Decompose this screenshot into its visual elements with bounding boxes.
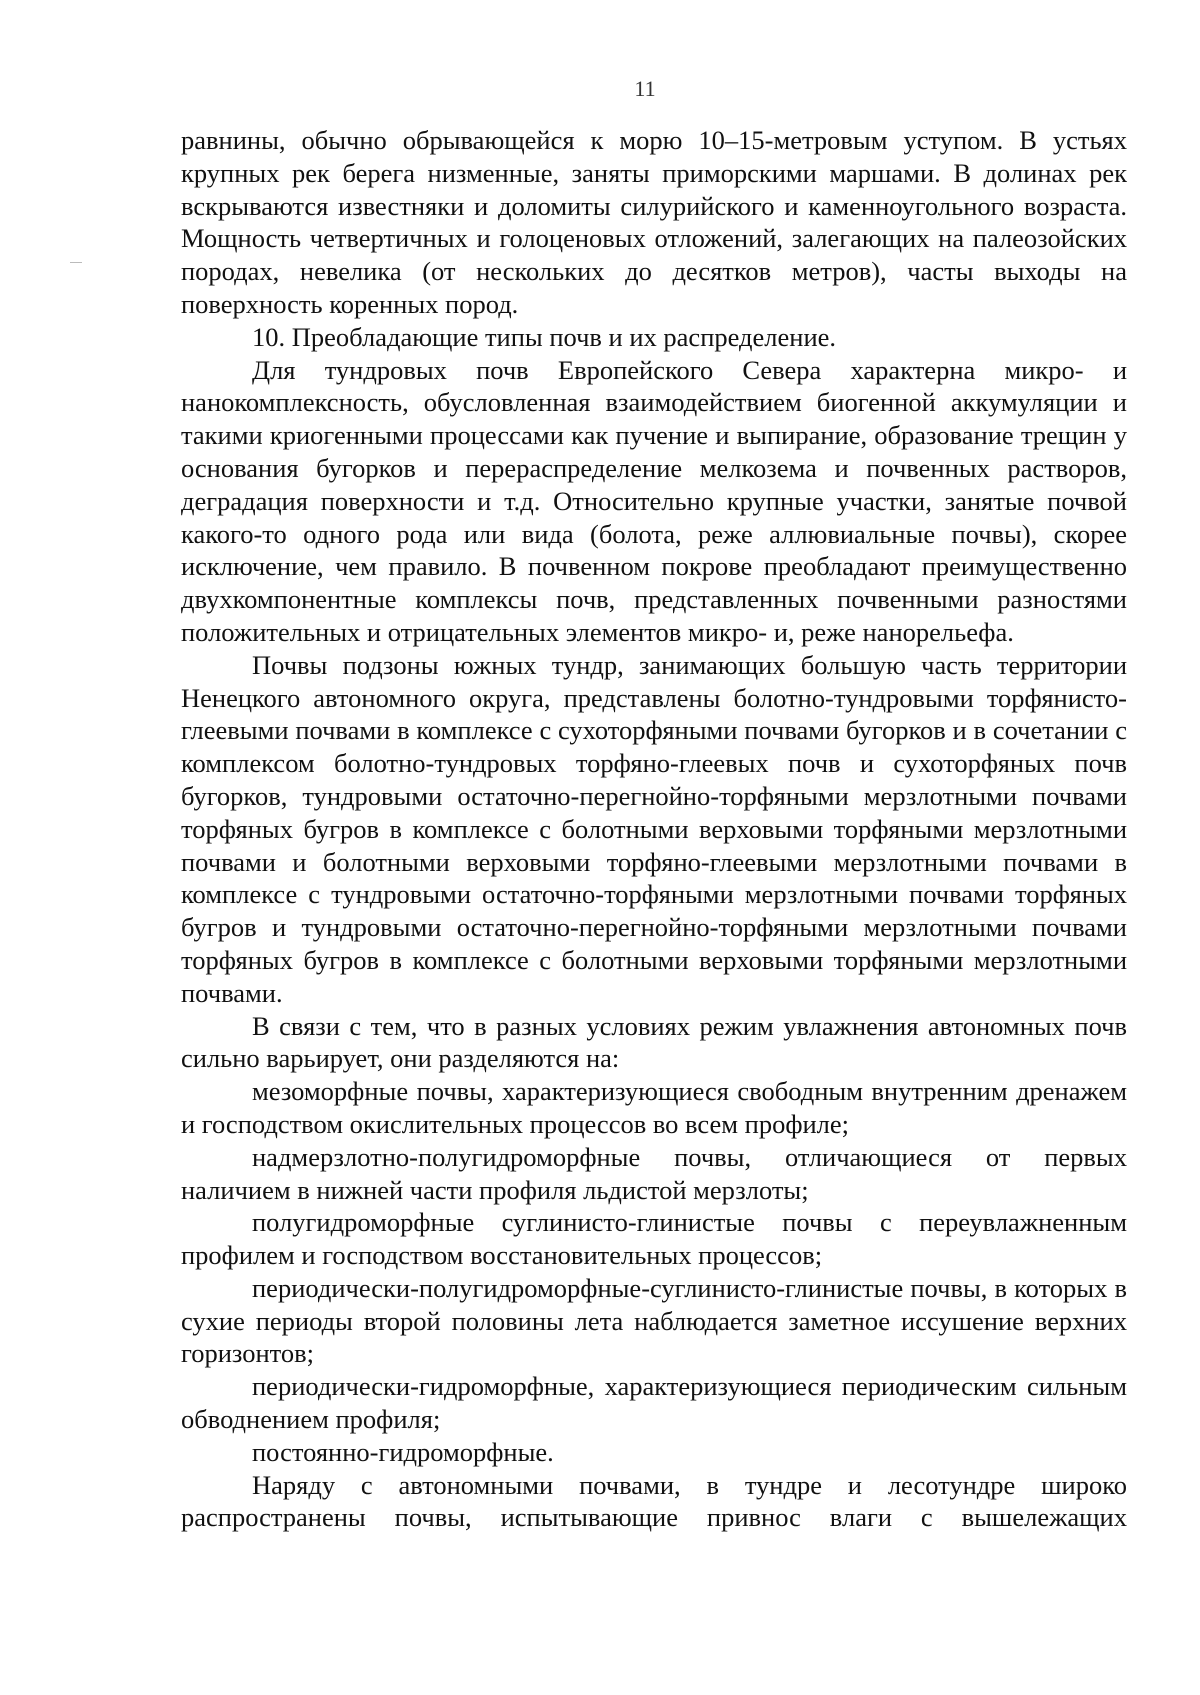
list-item-semihydromorphic: полугидроморфные суглинисто-глинистые почвы с переувлажненным профилем и господством восстановительных процессов;: [181, 1207, 1127, 1271]
list-item-mesomorphic: мезоморфные почвы, характеризующиеся свободным внутренним дренажем и господством окислительных процессов во всем профиле;: [181, 1076, 1127, 1139]
paragraph-relief-description: равнины, обычно обрывающейся к морю 10–15-метровым уступом. В устьях крупных рек берега низменные, заняты приморскими маршами. В долинах рек вскрываются известняки и доломиты силурийского и каменноугольного возраста. Мощность четвертичных и голоценовых отложений, залегающих на палеозойских породах, невелика (от нескольких до десятков метров), часты выходы на поверхность коренных пород.: [181, 125, 1127, 319]
paragraph-autonomous-soils: Наряду с автономными почвами, в тундре и лесотундре широко распространены почвы, испытывающие привнос влаги с вышележащих: [181, 1469, 1127, 1533]
page-number: 11: [634, 76, 656, 101]
list-item-permanent-hydromorphic: постоянно-гидроморфные.: [252, 1436, 554, 1467]
list-item-periodic-hydromorphic: периодически-гидроморфные, характеризующиеся периодическим сильным обводнением профиля;: [181, 1371, 1127, 1435]
paragraph-tundra-soils: Для тундровых почв Европейского Севера характерна микро- и нанокомплексность, обусловленная взаимодействием биогенной аккумуляции и такими криогенными процессами как пучение и выпирание, образование трещин у основания бугорков и перераспределение мелкозема и почвенных растворов, деградация поверхности и т.д. Относительно крупные участки, занятые почвой какого-то одного рода или вида (болота, реже аллювиальные почвы), скорее исключение, чем правило. В почвенном покрове преобладают преимущественно двухкомпонентные комплексы почв, представленных почвенными разностями положительных и отрицательных элементов микро- и, реже нанорельефа.: [181, 354, 1127, 647]
list-item-suprapermafrost: надмерзлотно-полугидроморфные почвы, отличающиеся от первых наличием в нижней части профиля льдистой мерзлоты;: [181, 1141, 1127, 1205]
list-item-periodic-semihydromorphic: периодически-полугидроморфные-суглинисто-глинистые почвы, в которых в сухие периоды второй половины лета наблюдается заметное иссушение верхних горизонтов;: [181, 1272, 1127, 1369]
section-heading-soil-types: 10. Преобладающие типы почв и их распределение.: [252, 321, 837, 352]
paragraph-moisture-regime: В связи с тем, что в разных условиях режим увлажнения автономных почв сильно варьирует, они разделяются на:: [181, 1010, 1127, 1074]
document-body: [181, 124, 1127, 1534]
margin-mark: [70, 262, 82, 263]
paragraph-southern-tundra-soils: Почвы подзоны южных тундр, занимающих большую часть территории Ненецкого автономного округа, представлены болотно-тундровыми торфянисто-глеевыми почвами в комплексе с сухоторфяными почвами бугорков и в сочетании с комплексом болотно-тундровых торфяно-глеевых почв и сухоторфяных почв бугорков, тундровыми остаточно-перегнойно-торфяными мерзлотными почвами торфяных бугров в комплексе с болотными верховыми торфяными мерзлотными почвами и болотными верховыми торфяно-глеевыми мерзлотными почвами в комплексе с тундровыми остаточно-торфяными мерзлотными почвами торфяных бугров и тундровыми остаточно-перегнойно-торфяными мерзлотными почвами торфяных бугров в комплексе с болотными верховыми торфяными мерзлотными почвами.: [181, 649, 1127, 1008]
